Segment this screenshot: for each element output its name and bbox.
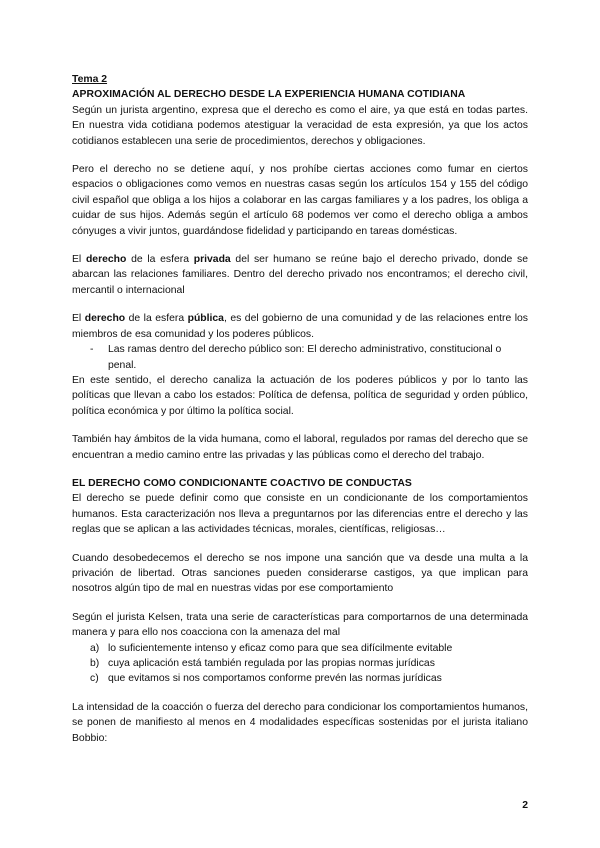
- paragraph-2: Pero el derecho no se detiene aquí, y nos prohíbe ciertas acciones como fumar en ciertos espacios o obligaciones como vemos en nuestras casas según los artículos 154 y 155 del código civil español que obliga a los hijos a colaborar en las cargas familiares y a los padres, los obliga a cuidar de sus hijos. Además según el artículo 68 podemos ver como el derecho obliga a ambos cónyuges a vivir juntos, guardándose fidelidad y participando en tareas domésticas.: [72, 164, 528, 237]
- list-item-text: Las ramas dentro del derecho público son: El derecho administrativo, constitucional o penal.: [108, 344, 502, 371]
- public-law-branches-list: [72, 342, 528, 373]
- document-page: [72, 72, 528, 746]
- list-item-text: que evitamos si nos comportamos conforme prevén las normas jurídicas: [108, 673, 442, 685]
- section-heading-1: APROXIMACIÓN AL DERECHO DESDE LA EXPERIENCIA HUMANA COTIDIANA: [72, 89, 466, 101]
- paragraph-9: Según el jurista Kelsen, trata una serie de características para comportarnos de una determinada manera y para ello nos coacciona con la amenaza del mal: [72, 611, 528, 639]
- kelsen-list: [72, 641, 528, 687]
- list-marker: a): [90, 642, 100, 654]
- list-item: [72, 641, 528, 656]
- bold-term-publica: pública: [187, 313, 224, 325]
- text-run: , es del gobierno de una comunidad y de las relaciones entre los miembros de esa comunidad y los poderes públicos.: [72, 313, 528, 340]
- page-number: 2: [522, 800, 528, 811]
- text-run: de la esfera: [125, 313, 188, 325]
- text-run: de la esfera: [126, 254, 194, 266]
- paragraph-6: También hay ámbitos de la vida humana, como el laboral, regulados por ramas del derecho que se encuentran a medio camino entre las privadas y las públicas como el derecho del trabajo.: [72, 434, 528, 461]
- text-run: El: [72, 313, 85, 325]
- text-run: del ser humano se reúne bajo el derecho privado, donde se abarcan las relaciones familiares. Dentro del derecho privado nos encontramos; el derecho civil, mercantil o internacional: [72, 254, 528, 296]
- list-item: [72, 671, 528, 686]
- list-item-text: cuya aplicación está también regulada por las propias normas jurídicas: [108, 658, 435, 669]
- paragraph-7: El derecho se puede definir como que consiste en un condicionante de los comportamientos humanos. Esta caracterización nos lleva a preguntarnos por las diferencias entre el derecho y las reglas que se aplican a las actividades técnicas, morales, científicas, religiosas…: [72, 493, 528, 536]
- list-marker: -: [90, 344, 94, 356]
- topic-label: Tema 2: [72, 74, 108, 85]
- list-item: [72, 342, 528, 373]
- section-heading-2: EL DERECHO COMO CONDICIONANTE COACTIVO DE CONDUCTAS: [72, 477, 412, 489]
- text-run: El: [72, 254, 86, 266]
- paragraph-public-law: [72, 311, 528, 342]
- bold-term-derecho: derecho: [84, 313, 126, 325]
- paragraph-5: En este sentido, el derecho canaliza la actuación de los poderes públicos y por lo tanto las políticas que llevan a cabo los estados: Política de defensa, política de seguridad y orden público, política económica y por último la política social.: [72, 374, 528, 417]
- paragraph-private-law: [72, 252, 528, 298]
- paragraph-10: La intensidad de la coacción o fuerza del derecho para condicionar los comportamientos humanos, se ponen de manifiesto al menos en 4 modalidades específicas sostenidas por el jurista italiano Bobbio:: [72, 701, 528, 744]
- bold-term-derecho: derecho: [85, 254, 127, 266]
- list-marker: b): [90, 658, 100, 669]
- bold-term-privada: privada: [193, 254, 231, 266]
- list-item-text: lo suficientemente intenso y eficaz como para que sea difícilmente evitable: [108, 642, 453, 654]
- paragraph-8: Cuando desobedecemos el derecho se nos impone una sanción que va desde una multa a la privación de libertad. Otras sanciones pueden considerarse castigos, ya que implican para nosotros algún tipo de mal en nuestras vidas por ese comportamiento: [72, 552, 528, 595]
- list-item: [72, 656, 528, 671]
- paragraph-1: Según un jurista argentino, expresa que el derecho es como el aire, ya que está en todas partes. En nuestra vida cotidiana podemos atestiguar la veracidad de esta expresión, ya que los actos cotidianos establecen una serie de procedimientos, derechos y obligaciones.: [72, 104, 528, 147]
- list-marker: c): [90, 673, 99, 685]
